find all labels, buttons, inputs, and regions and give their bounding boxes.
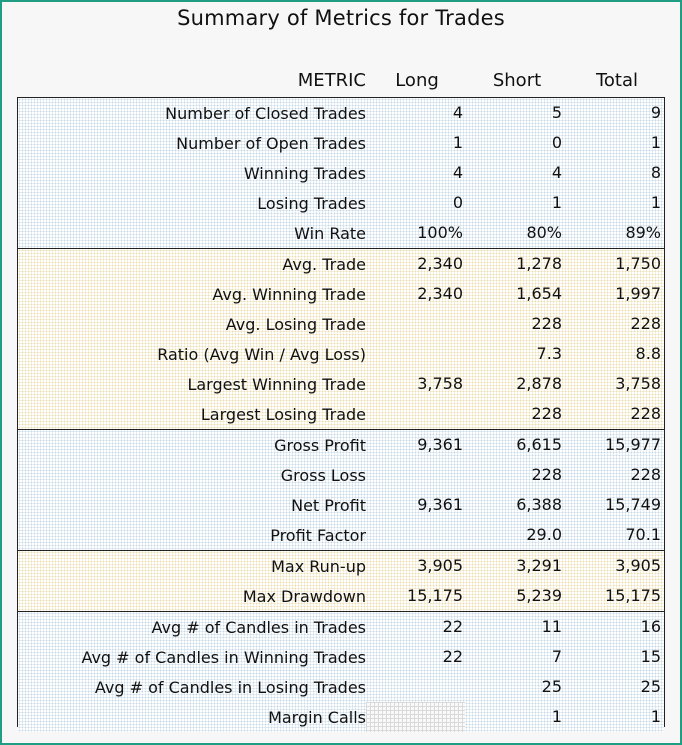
total-value: 25: [640, 677, 661, 696]
long-value: 4: [452, 103, 463, 122]
table-row: [18, 460, 664, 490]
metric-label: Largest Losing Trade: [200, 404, 366, 424]
metric-label: Gross Loss: [280, 465, 366, 485]
short-value: 1,278: [516, 254, 562, 273]
short-value: 5,239: [516, 586, 562, 605]
metric-label: Avg # of Candles in Winning Trades: [81, 647, 366, 667]
metric-label: Ratio (Avg Win / Avg Loss): [157, 344, 366, 364]
table-row: [18, 218, 664, 248]
long-value: 4: [452, 163, 463, 182]
table-row: [18, 339, 664, 369]
short-value: 7: [551, 647, 562, 666]
total-value: 15: [640, 647, 661, 666]
short-value: 1: [551, 707, 562, 726]
short-value: 3,291: [516, 556, 562, 575]
long-value: 100%: [417, 223, 463, 242]
long-value: 3,758: [417, 374, 463, 393]
long-value: 0: [452, 193, 463, 212]
table-row: [18, 551, 664, 581]
table-row: [18, 309, 664, 339]
metric-label: Profit Factor: [270, 525, 366, 545]
short-value: 4: [551, 163, 562, 182]
metric-label: Losing Trades: [257, 193, 366, 213]
short-value: 6,615: [516, 435, 562, 454]
short-value: 5: [551, 103, 562, 122]
table-row: [18, 369, 664, 399]
metric-group: [18, 611, 664, 732]
column-header-total: Total: [595, 70, 639, 91]
short-value: 11: [541, 617, 562, 636]
table-row: [18, 581, 664, 611]
report-title: Summary of Metrics for Trades: [177, 6, 505, 30]
metric-label: Avg # of Candles in Losing Trades: [94, 677, 366, 697]
short-value: 228: [531, 314, 562, 333]
metric-label: Largest Winning Trade: [187, 374, 366, 394]
short-value: 228: [531, 404, 562, 423]
total-value: 15,175: [605, 586, 661, 605]
metric-label: Number of Open Trades: [176, 133, 366, 153]
column-header-long: Long: [395, 70, 439, 91]
total-value: 1: [650, 193, 661, 212]
metrics-table: [17, 97, 665, 727]
long-value: 9,361: [417, 495, 463, 514]
metric-group: [18, 248, 664, 429]
long-value: 22: [442, 617, 463, 636]
short-value: 1,654: [516, 284, 562, 303]
total-value: 15,749: [605, 495, 661, 514]
total-value: 8.8: [635, 344, 661, 363]
table-row: [18, 279, 664, 309]
long-value: [366, 339, 465, 369]
total-value: 1,997: [615, 284, 661, 303]
short-value: 2,878: [516, 374, 562, 393]
table-row: [18, 158, 664, 188]
total-value: 15,977: [605, 435, 661, 454]
short-value: 6,388: [516, 495, 562, 514]
long-value: 22: [442, 647, 463, 666]
table-row: [18, 249, 664, 279]
metric-group: [18, 429, 664, 550]
long-value: 3,905: [417, 556, 463, 575]
long-value: [366, 460, 465, 490]
metric-label: Gross Profit: [274, 435, 366, 455]
total-value: 9: [650, 103, 661, 122]
long-value: [366, 672, 465, 702]
short-value: 29.0: [526, 525, 562, 544]
metric-group: [18, 550, 664, 611]
total-value: 3,758: [615, 374, 661, 393]
long-value: [366, 399, 465, 429]
long-value: 9,361: [417, 435, 463, 454]
metric-label: Avg. Trade: [282, 254, 366, 274]
metric-label: Margin Calls: [268, 707, 366, 727]
metric-group: [18, 98, 664, 248]
short-value: 80%: [526, 223, 562, 242]
short-value: 25: [541, 677, 562, 696]
metric-label: Winning Trades: [243, 163, 366, 183]
total-value: 16: [640, 617, 661, 636]
total-value: 228: [630, 465, 661, 484]
long-value: [366, 309, 465, 339]
table-row: [18, 672, 664, 702]
long-value: 1: [452, 133, 463, 152]
metric-label: Avg. Losing Trade: [225, 314, 366, 334]
total-value: 1: [650, 707, 661, 726]
table-row: [18, 399, 664, 429]
metric-label: Avg. Winning Trade: [212, 284, 366, 304]
long-value: 2,340: [417, 284, 463, 303]
short-value: 228: [531, 465, 562, 484]
column-header-metric: METRIC: [297, 70, 366, 91]
total-value: 228: [630, 404, 661, 423]
total-value: 1: [650, 133, 661, 152]
total-value: 89%: [625, 223, 661, 242]
metric-label: Max Run-up: [271, 556, 366, 576]
table-row: [18, 612, 664, 642]
long-value: 2,340: [417, 254, 463, 273]
short-value: 7.3: [536, 344, 562, 363]
short-value: 0: [551, 133, 562, 152]
metric-label: Net Profit: [291, 495, 366, 515]
table-row: [18, 430, 664, 460]
table-row: [18, 128, 664, 158]
metric-label: Number of Closed Trades: [165, 103, 366, 123]
total-value: 1,750: [615, 254, 661, 273]
long-value: 15,175: [407, 586, 463, 605]
long-value: [366, 702, 465, 732]
table-row: [18, 188, 664, 218]
table-row: [18, 702, 664, 732]
table-row: [18, 520, 664, 550]
metric-label: Avg # of Candles in Trades: [151, 617, 366, 637]
metric-label: Win Rate: [294, 223, 366, 243]
table-row: [18, 642, 664, 672]
long-value: [366, 520, 465, 550]
total-value: 70.1: [625, 525, 661, 544]
metric-label: Max Drawdown: [242, 586, 366, 606]
total-value: 8: [650, 163, 661, 182]
short-value: 1: [551, 193, 562, 212]
column-header-short: Short: [492, 70, 542, 91]
total-value: 228: [630, 314, 661, 333]
table-row: [18, 98, 664, 128]
total-value: 3,905: [615, 556, 661, 575]
table-row: [18, 490, 664, 520]
